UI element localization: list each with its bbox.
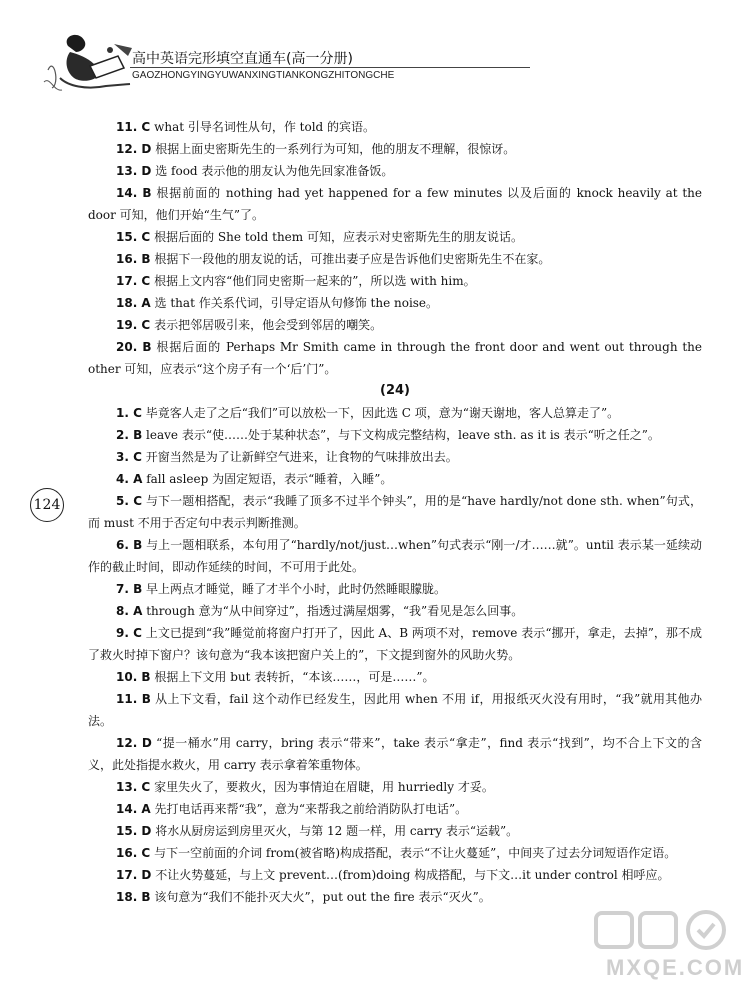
book-title-pinyin: GAOZHONGYINGYUWANXINGTIANKONGZHITONGCHE bbox=[132, 70, 395, 81]
answer-explanations bbox=[88, 116, 702, 908]
answer-item: 10. B 根据上下文用 but 表转折，“本该……，可是……”。 bbox=[116, 670, 435, 684]
answer-item: 9. C 上文已提到“我”睡觉前将窗户打开了，因此 A、B 两项不对，remove 表示“挪开，拿走，去掉”，那不成了救火时掉下窗户？该句意为“我本该把窗户关上的”，下文提到窗外的风助火势。 bbox=[88, 626, 702, 662]
site-watermark bbox=[590, 905, 745, 980]
answer-item: 7. B 早上两点才睡觉，睡了才半个小时，此时仍然睡眼朦胧。 bbox=[116, 582, 447, 596]
answer-item: 8. A through 意为“从中间穿过”，指透过满屋烟雾，“我”看见是怎么回事。 bbox=[116, 604, 524, 618]
answer-item: 11. B 从上下文看，fail 这个动作已经发生，因此用 when 不用 if，用报纸灭火没有用时，“我”就用其他办法。 bbox=[88, 692, 702, 728]
page-number: 124 bbox=[30, 488, 64, 522]
answer-item: 1. C 毕竟客人走了之后“我们”可以放松一下，因此选 C 项，意为“谢天谢地，客人总算走了”。 bbox=[116, 406, 620, 420]
header-divider bbox=[130, 67, 530, 68]
book-title: 高中英语完形填空直通车(高一分册) bbox=[132, 51, 353, 67]
answer-item: 17. C 根据上文内容“他们同史密斯一起来的”，所以选 with him。 bbox=[116, 274, 476, 288]
answer-circle-logo-icon bbox=[590, 905, 740, 955]
answer-item: 16. B 根据下一段他的朋友说的话，可推出妻子应是告诉他们史密斯先生不在家。 bbox=[116, 252, 551, 266]
answer-item: 19. C 表示把邻居吸引来，他会受到邻居的嘲笑。 bbox=[116, 318, 383, 332]
answer-item: 14. B 根据前面的 nothing had yet happened for a few minutes 以及后面的 knock heavily at the door 可知，他们开始“生气”了。 bbox=[88, 186, 702, 222]
answer-item: 12. D 根据上面史密斯先生的一系列行为可知，他的朋友不理解，很惊讶。 bbox=[116, 142, 516, 156]
reading-student-logo-icon bbox=[40, 26, 140, 98]
answer-item: 6. B 与上一题相联系，本句用了“hardly/not/just…when”句式表示“刚一/才……就”。until 表示某一延续动作的截止时间，即动作延续的时间，不可用于此处。 bbox=[88, 538, 702, 574]
answer-item: 14. A 先打电话再来帮“我”，意为“来帮我之前给消防队打电话”。 bbox=[116, 802, 468, 816]
answer-item: 12. D “提一桶水”用 carry，bring 表示“带来”，take 表示“拿走”，find 表示“找到”，均不合上下文的含义，此处指提水救火，用 carry 表示拿着笨重物体。 bbox=[88, 736, 702, 772]
section-heading: (24) bbox=[380, 383, 410, 398]
answer-item: 15. D 将水从厨房运到房里灭火，与第 12 题一样，用 carry 表示“运载”。 bbox=[116, 824, 519, 838]
answer-item: 11. C what 引导名词性从句，作 told 的宾语。 bbox=[116, 120, 376, 134]
answer-item: 16. C 与下一空前面的介词 from(被省略)构成搭配，表示“不让火蔓延”，中间夹了过去分词短语作定语。 bbox=[116, 846, 677, 860]
answer-item: 20. B 根据后面的 Perhaps Mr Smith came in through the front door and went out through the other 可知，应表示“这个房子有一个‘后’门”。 bbox=[88, 340, 702, 376]
answer-item: 5. C 与下一题相搭配，表示“我睡了顶多不过半个钟头”，用的是“have hardly/not done sth. when”句式，而 must 不用于否定句中表示判断推测。 bbox=[88, 494, 702, 530]
answer-item: 3. C 开窗当然是为了让新鲜空气进来，让食物的气味排放出去。 bbox=[116, 450, 458, 464]
answer-item: 18. A 选 that 作关系代词，引导定语从句修饰 the noise。 bbox=[116, 296, 439, 310]
answer-item: 13. D 选 food 表示他的朋友认为他先回家准备饭。 bbox=[116, 164, 394, 178]
answer-item: 18. B 该句意为“我们不能扑灭大火”，put out the fire 表示“灭火”。 bbox=[116, 890, 491, 904]
answer-item: 17. D 不让火势蔓延，与上文 prevent…(from)doing 构成搭配，与下文…it under control 相呼应。 bbox=[116, 868, 670, 882]
answer-item: 4. A fall asleep 为固定短语，表示“睡着，入睡”。 bbox=[116, 472, 393, 486]
page-header bbox=[0, 0, 750, 100]
answer-item: 2. B leave 表示“使……处于某种状态”，与下文构成完整结构，leave sth. as it is 表示“听之任之”。 bbox=[116, 428, 660, 442]
answer-item: 15. C 根据后面的 She told them 可知，应表示对史密斯先生的朋友说话。 bbox=[116, 230, 523, 244]
answer-item: 13. C 家里失火了，要救火，因为事情迫在眉睫，用 hurriedly 才妥。 bbox=[116, 780, 494, 794]
watermark-text: MXQE.COM bbox=[606, 955, 745, 980]
